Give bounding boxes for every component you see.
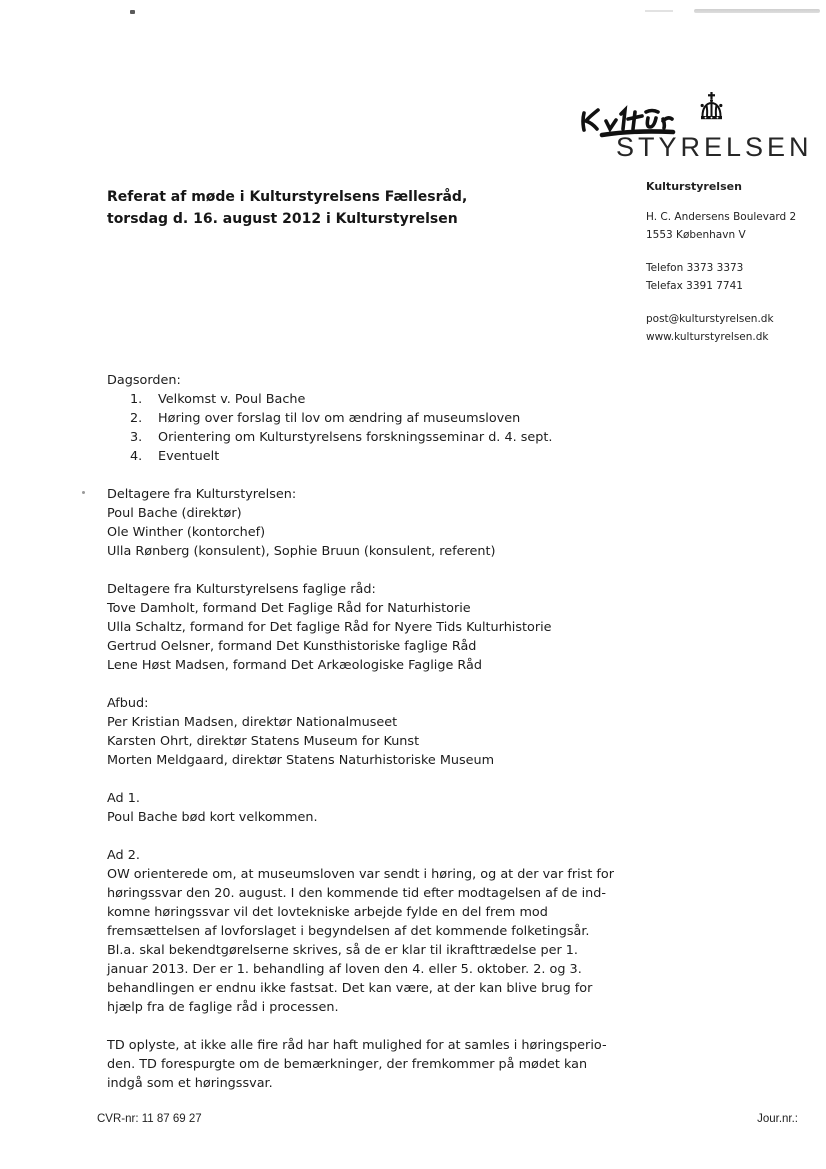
text-line: Poul Bache (direktør)	[107, 506, 242, 521]
text-line	[107, 390, 667, 409]
page-footer	[97, 1113, 798, 1133]
contact-web	[646, 310, 821, 346]
text-line: torsdag d. 16. august 2012 i Kulturstyrelsen	[107, 211, 458, 227]
list-number: 3.	[130, 430, 143, 445]
text-line: www.kulturstyrelsen.dk	[646, 331, 769, 343]
participants-section	[107, 485, 667, 561]
text-line	[107, 428, 667, 447]
text-line: indgå som et høringssvar.	[107, 1076, 273, 1091]
text-line: Ad 2.	[107, 848, 140, 863]
text-line: komne høringssvar vil det lovtekniske arbejde fylde en del frem mod	[107, 905, 548, 920]
text-line: januar 2013. Der er 1. behandling af loven den 4. eller 5. oktober. 2. og 3.	[107, 962, 582, 977]
ad1-section	[107, 789, 667, 827]
ad2-section	[107, 846, 667, 1017]
list-item-text: Velkomst v. Poul Bache	[158, 392, 306, 407]
logo-wordmark: STYRELSEN	[616, 132, 813, 162]
text-line: 1553 København V	[646, 229, 746, 241]
text-line: Telefon 3373 3373	[646, 262, 744, 274]
journal-number-label: Jour.nr.:	[757, 1113, 798, 1125]
text-line: Morten Meldgaard, direktør Statens Naturhistoriske Museum	[107, 753, 495, 768]
scan-artifact-speck	[130, 10, 135, 14]
scan-artifact-streak	[694, 9, 820, 13]
text-line: Per Kristian Madsen, direktør Nationalmuseet	[107, 715, 398, 730]
list-item-text: Høring over forslag til lov om ændring af museumsloven	[158, 411, 521, 426]
td-paragraph	[107, 1036, 667, 1093]
agenda-heading: Dagsorden:	[107, 373, 181, 388]
contact-phones	[646, 259, 821, 295]
letter-title	[107, 186, 467, 230]
letter-body	[107, 371, 667, 1112]
absent-section	[107, 694, 667, 770]
text-line: Tove Damholt, formand Det Faglige Råd for Naturhistorie	[107, 601, 471, 616]
kulturstyrelsen-logo	[576, 92, 822, 170]
text-line: høringssvar den 20. august. I den kommende tid efter modtagelsen af de ind-	[107, 886, 607, 901]
text-line: Lene Høst Madsen, formand Det Arkæologiske Faglige Råd	[107, 658, 482, 673]
text-line: Ole Winther (kontorchef)	[107, 525, 266, 540]
list-number: 4.	[130, 449, 143, 464]
text-line: post@kulturstyrelsen.dk	[646, 313, 774, 325]
text-line: Referat af møde i Kulturstyrelsens Fællesråd,	[107, 189, 468, 205]
text-line	[107, 447, 667, 466]
text-line: Telefax 3391 7741	[646, 280, 743, 292]
text-line: Bl.a. skal bekendtgørelserne skrives, så de er klar til ikrafttrædelse per 1.	[107, 943, 578, 958]
text-line: Ulla Rønberg (konsulent), Sophie Bruun (konsulent, referent)	[107, 544, 496, 559]
text-line: Poul Bache bød kort velkommen.	[107, 810, 318, 825]
council-participants-section	[107, 580, 667, 675]
text-line: Deltagere fra Kulturstyrelsen:	[107, 487, 297, 502]
list-item-text: Orientering om Kulturstyrelsens forskningsseminar d. 4. sept.	[158, 430, 553, 445]
text-line: Deltagere fra Kulturstyrelsens faglige råd:	[107, 582, 376, 597]
scan-artifact-speck	[82, 491, 85, 494]
contact-address	[646, 208, 821, 244]
text-line: Ulla Schaltz, formand for Det faglige Råd for Nyere Tids Kulturhistorie	[107, 620, 552, 635]
contact-block	[646, 180, 821, 361]
scan-artifact-streak	[645, 10, 673, 12]
text-line: fremsættelsen af lovforslaget i begyndelsen af det kommende folketingsår.	[107, 924, 590, 939]
list-item-text: Eventuelt	[158, 449, 220, 464]
text-line: OW orienterede om, at museumsloven var sendt i høring, og at der var frist for	[107, 867, 614, 882]
agenda-list	[107, 390, 667, 466]
text-line: Afbud:	[107, 696, 149, 711]
list-number: 2.	[130, 411, 143, 426]
cvr-number: CVR-nr: 11 87 69 27	[97, 1113, 202, 1125]
contact-org-name: Kulturstyrelsen	[646, 180, 742, 193]
list-number: 1.	[130, 392, 143, 407]
agenda-section	[107, 371, 667, 466]
text-line: hjælp fra de faglige råd i processen.	[107, 1000, 339, 1015]
text-line: Gertrud Oelsner, formand Det Kunsthistoriske faglige Råd	[107, 639, 477, 654]
text-line: H. C. Andersens Boulevard 2	[646, 211, 797, 223]
text-line	[107, 409, 667, 428]
text-line: behandlingen er endnu ikke fastsat. Det kan være, at der kan blive brug for	[107, 981, 593, 996]
text-line: Ad 1.	[107, 791, 140, 806]
text-line: den. TD forespurgte om de bemærkninger, der fremkommer på mødet kan	[107, 1057, 588, 1072]
crown-icon	[698, 92, 725, 122]
text-line: TD oplyste, at ikke alle fire råd har haft mulighed for at samles i høringsperio-	[107, 1038, 607, 1053]
text-line: Karsten Ohrt, direktør Statens Museum for Kunst	[107, 734, 420, 749]
